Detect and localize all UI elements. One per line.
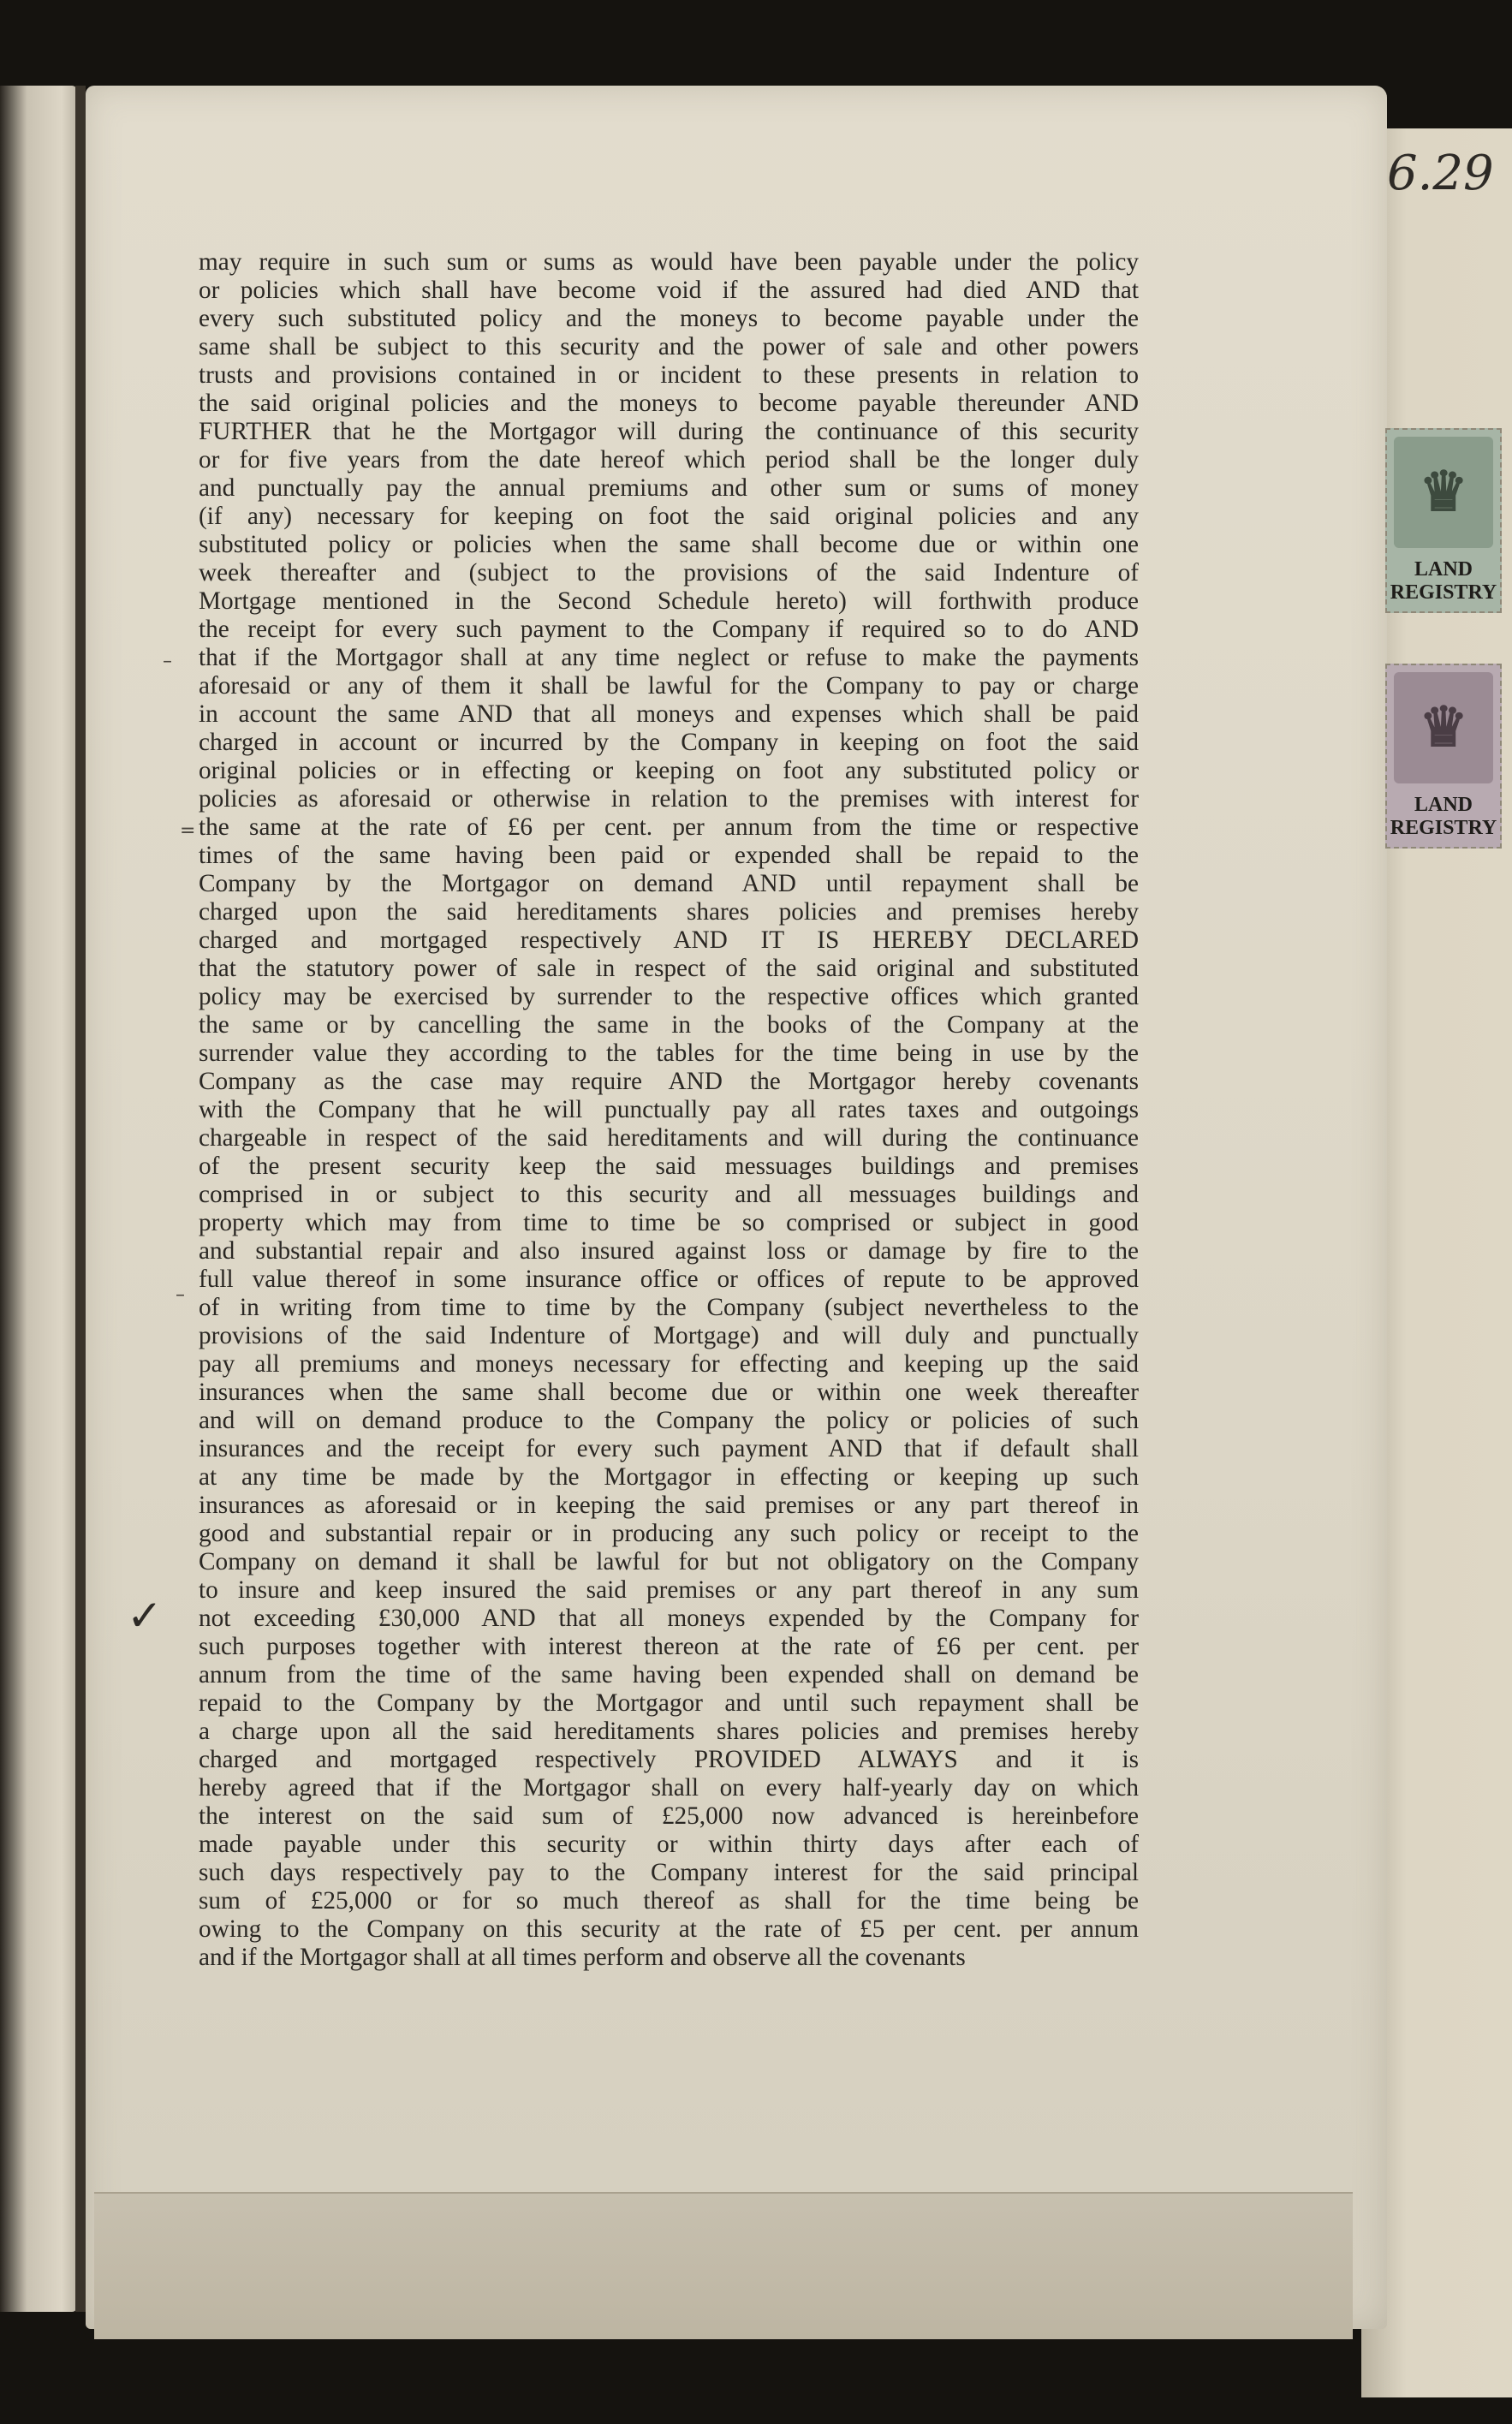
text-line: the interest on the said sum of £25,000 now advanced is hereinbefore	[199, 1802, 1139, 1830]
text-line: owing to the Company on this security at the rate of £5 per cent. per annum	[199, 1915, 1139, 1943]
text-line: substituted policy or policies when the same shall become due or within one	[199, 531, 1139, 558]
text-line: chargeable in respect of the said hereditaments and will during the continuance	[199, 1124, 1139, 1152]
margin-tick-mark: –	[163, 651, 172, 672]
text-line: and if the Mortgagor shall at all times perform and observe all the covenants	[199, 1944, 966, 1971]
facing-page	[0, 86, 77, 2312]
text-line: Company on demand it shall be lawful for but not obligatory on the Company	[199, 1548, 1139, 1575]
stamp-label: LAND REGISTRY	[1390, 794, 1497, 839]
text-line: charged in account or incurred by the Company in keeping on foot the said	[199, 729, 1139, 756]
text-line: that if the Mortgagor shall at any time neglect or refuse to make the payments	[199, 644, 1139, 671]
text-line: the receipt for every such payment to the Company if required so to do AND	[199, 616, 1139, 643]
text-line: times of the same having been paid or expended shall be repaid to the	[199, 842, 1139, 869]
text-line: to insure and keep insured the said premises or any part thereof in any sum	[199, 1576, 1139, 1604]
text-line: policy may be exercised by surrender to the respective offices which granted	[199, 983, 1139, 1010]
text-line: (if any) necessary for keeping on foot the said original policies and any	[199, 503, 1139, 530]
binding-gutter	[75, 86, 86, 2312]
text-line: not exceeding £30,000 AND that all moneys expended by the Company for	[199, 1605, 1139, 1632]
text-line: of the present security keep the said messuages buildings and premises	[199, 1152, 1139, 1180]
folio-number: 6.29	[1387, 146, 1494, 201]
margin-tick-mark: =	[180, 820, 196, 842]
revenue-stamp-purple	[1385, 664, 1502, 849]
text-line: or policies which shall have become void if the assured had died AND that	[199, 277, 1139, 304]
stamp-portrait-icon: ♛	[1394, 672, 1493, 783]
text-line: and punctually pay the annual premiums and other sum or sums of money	[199, 474, 1139, 502]
text-line: provisions of the said Indenture of Mortgage) and will duly and punctually	[199, 1322, 1139, 1349]
text-line: week thereafter and (subject to the provisions of the said Indenture of	[199, 559, 1139, 587]
text-line: good and substantial repair or in producing any such policy or receipt to the	[199, 1520, 1139, 1547]
text-line: at any time be made by the Mortgagor in effecting or keeping up such	[199, 1463, 1139, 1491]
text-line: with the Company that he will punctually pay all rates taxes and outgoings	[199, 1096, 1139, 1123]
text-line: Company by the Mortgagor on demand AND until repayment shall be	[199, 870, 1139, 897]
text-line: insurances when the same shall become due or within one week thereafter	[199, 1379, 1139, 1406]
text-line: trusts and provisions contained in or incident to these presents in relation to	[199, 361, 1139, 389]
text-line: in account the same AND that all moneys and expenses which shall be paid	[199, 700, 1139, 728]
revenue-stamp-green	[1385, 428, 1502, 613]
text-line: sum of £25,000 or for so much thereof as shall for the time being be	[199, 1887, 1139, 1915]
text-line: the same or by cancelling the same in the books of the Company at the	[199, 1011, 1139, 1039]
text-line: and substantial repair and also insured against loss or damage by fire to the	[199, 1237, 1139, 1265]
text-line: repaid to the Company by the Mortgagor and until such repayment shall be	[199, 1689, 1139, 1717]
text-line: pay all premiums and moneys necessary for effecting and keeping up the said	[199, 1350, 1139, 1378]
text-line: or for five years from the date hereof which period shall be the longer duly	[199, 446, 1139, 473]
text-line: property which may from time to time be so comprised or subject in good	[199, 1209, 1139, 1236]
checkmark-icon: ✓	[127, 1591, 163, 1641]
text-line: every such substituted policy and the moneys to become payable under the	[199, 305, 1139, 332]
text-line: the said original policies and the moneys to become payable thereunder AND	[199, 390, 1139, 417]
text-line: made payable under this security or within thirty days after each of	[199, 1831, 1139, 1858]
text-line: such purposes together with interest thereon at the rate of £6 per cent. per	[199, 1633, 1139, 1660]
stamp-label: LAND REGISTRY	[1390, 558, 1497, 604]
text-line: comprised in or subject to this security and all messuages buildings and	[199, 1181, 1139, 1208]
text-line: FURTHER that he the Mortgagor will during the continuance of this security	[199, 418, 1139, 445]
text-line: Mortgage mentioned in the Second Schedule hereto) will forthwith produce	[199, 587, 1139, 615]
text-line: charged and mortgaged respectively AND IT IS HEREBY DECLARED	[199, 926, 1139, 954]
text-line: charged upon the said hereditaments shares policies and premises hereby	[199, 898, 1139, 926]
text-line: insurances as aforesaid or in keeping the said premises or any part thereof in	[199, 1492, 1139, 1519]
text-line: insurances and the receipt for every such payment AND that if default shall	[199, 1435, 1139, 1462]
text-line: same shall be subject to this security and the power of sale and other powers	[199, 333, 1139, 360]
text-line: policies as aforesaid or otherwise in relation to the premises with interest for	[199, 785, 1139, 813]
margin-tick-mark: –	[176, 1284, 185, 1306]
text-line: hereby agreed that if the Mortgagor shall on every half-yearly day on which	[199, 1774, 1139, 1802]
text-line: such days respectively pay to the Company interest for the said principal	[199, 1859, 1139, 1886]
text-line: charged and mortgaged respectively PROVIDED ALWAYS and it is	[199, 1746, 1139, 1773]
text-line: full value thereof in some insurance office or offices of repute to be approved	[199, 1266, 1139, 1293]
stamp-portrait-icon: ♛	[1394, 437, 1493, 548]
text-line: a charge upon all the said hereditaments shares policies and premises hereby	[199, 1718, 1139, 1745]
text-line: and will on demand produce to the Company the policy or policies of such	[199, 1407, 1139, 1434]
text-line: may require in such sum or sums as would have been payable under the policy	[199, 248, 1139, 276]
text-line: Company as the case may require AND the Mortgagor hereby covenants	[199, 1068, 1139, 1095]
text-line: of in writing from time to time by the Company (subject nevertheless to the	[199, 1294, 1139, 1321]
text-line: original policies or in effecting or keeping on foot any substituted policy or	[199, 757, 1139, 784]
text-line: the same at the rate of £6 per cent. per annum from the time or respective	[199, 813, 1139, 841]
text-line: surrender value they according to the tables for the time being in use by the	[199, 1039, 1139, 1067]
deed-body-text	[199, 248, 1139, 1972]
page-bottom-fold	[94, 2192, 1353, 2339]
text-line: aforesaid or any of them it shall be lawful for the Company to pay or charge	[199, 672, 1139, 700]
text-line: annum from the time of the same having been expended shall on demand be	[199, 1661, 1139, 1688]
text-line: that the statutory power of sale in respect of the said original and substituted	[199, 955, 1139, 982]
